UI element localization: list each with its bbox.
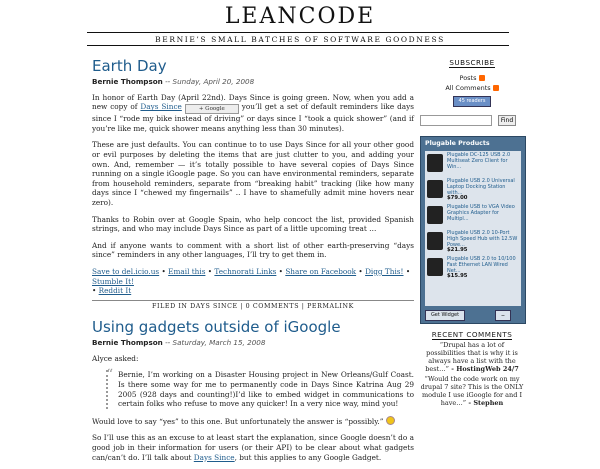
site-title[interactable]: LEANCODE xyxy=(224,4,376,29)
post-author: Bernie Thompson xyxy=(92,338,163,348)
site-tagline: BERNIE’S SMALL BATCHES OF SOFTWARE GOODNESS xyxy=(155,35,445,44)
sidebar xyxy=(420,58,524,407)
days-since-link[interactable]: Days Since xyxy=(193,452,235,462)
rss-icon[interactable] xyxy=(493,85,499,91)
product-item[interactable] xyxy=(425,177,521,203)
post-paragraph: These are just defaults. You can continue to to use Days Since for all your other good or evil purposes by deleting the items that are just clutter to you, and adding your own. And, remember — it’s totally possible to have several copies of Days Since running on a single iGoogle page. So you can have environmental reminders, separate from household reminders, separate from “breaking habit” tracking (like how many days since I “chewed my fingernails” .. I have to shamefully admit mine hovers near zero). xyxy=(92,140,414,207)
permalink-link[interactable]: PERMALINK xyxy=(307,302,354,310)
product-name[interactable]: Plugable USB 2.0 10-Port High Speed Hub with 12.5W Powe... xyxy=(447,230,518,248)
post-title-gadgets[interactable]: Using gadgets outside of iGoogle xyxy=(92,318,341,337)
product-name[interactable]: Plugable DC-125 USB 2.0 Multiseat Zero Client for Win... xyxy=(447,152,511,170)
share-digg-link[interactable]: Digg This! xyxy=(365,266,404,276)
share-reddit-link[interactable]: Reddit It xyxy=(98,286,132,296)
feed-links xyxy=(420,73,524,107)
post-paragraph: Thanks to Robin over at Google Spain, who help concoct the list, provided Spanish strings, and who may include Days Since as part of a little upcoming treat … xyxy=(92,214,414,234)
post-date: -- Sunday, April 20, 2008 xyxy=(162,77,255,86)
main-content xyxy=(92,58,414,469)
share-delicious-link[interactable]: Save to del.icio.us xyxy=(92,266,160,276)
get-widget-button[interactable]: Get Widget xyxy=(425,310,465,321)
product-item[interactable] xyxy=(425,255,521,281)
share-links: Save to del.icio.us • Email this • Technorati Links • Share on Facebook • Digg This! • Stumble It! • Reddit It xyxy=(92,266,411,296)
post-paragraph: Would love to say “yes” to this one. But unfortunately the answer is “possibly.” xyxy=(92,416,414,427)
product-name[interactable]: Plugable USB 2.0 Universal Laptop Docking Station with... xyxy=(447,178,515,196)
amazon-logo-icon[interactable]: ⌣ xyxy=(495,310,511,321)
product-image xyxy=(427,180,443,198)
recent-comments-heading: RECENT COMMENTS xyxy=(431,330,513,339)
search-input[interactable] xyxy=(420,115,492,126)
post-title-earth-day[interactable]: Earth Day xyxy=(92,57,167,75)
post-paragraph: And if anyone wants to comment with a short list of other earth-preserving “days since” reminders in any other languages, I’ll try to get them in. xyxy=(92,240,414,260)
product-name[interactable]: Plugable USB 2.0 to 10/100 Fast Ethernet LAN Wired Net... xyxy=(447,256,516,274)
feedburner-readers-badge[interactable]: 45 readers xyxy=(453,96,491,107)
recent-comment-text[interactable]: “Would the code work on my drupal 7 site? This is the ONLY module I use iGoogle for and I have…” xyxy=(420,375,524,407)
posts-feed-link[interactable]: Posts xyxy=(459,74,477,82)
plugable-widget xyxy=(420,136,526,324)
post-paragraph: In honor of Earth Day (April 22nd). Days Since is going green. Now, when you add a new copy of Days Since + Google you’ll get a set of default reminders like days since I “rode my bike instead of driving” or days since I “took a quick shower” (and if you’re like me, quick shower means anything less than 30 minutes). xyxy=(92,92,414,133)
recent-comment xyxy=(420,341,524,373)
recent-comment xyxy=(420,375,524,407)
header-rule-bottom xyxy=(87,45,509,46)
blockquote: “ Bernie, I’m working on a Disaster Housing project in New Orleans/Gulf Coast. Is there some way for me to permanently code in Days Since Katrina Aug 29 2005 (928 days and counting!)I’d like to embed widget in communications to certain folks who refuse to move any quicker! In a very nice way, mind you! xyxy=(106,367,414,409)
find-button[interactable]: Find xyxy=(498,115,516,126)
post-date: -- Saturday, March 15, 2008 xyxy=(162,338,266,348)
search-form xyxy=(420,115,524,126)
comments-feed-link[interactable]: All Comments xyxy=(445,84,491,92)
product-list xyxy=(425,151,521,306)
share-email-link[interactable]: Email this xyxy=(168,266,206,276)
add-to-google-button[interactable]: + Google xyxy=(185,104,239,114)
product-item[interactable] xyxy=(425,203,521,229)
product-image xyxy=(427,258,443,276)
recent-comment-author: - HostingWeb 24/7 xyxy=(449,365,519,373)
header-rule-top xyxy=(87,32,509,33)
recent-comment-author: - Stephen xyxy=(466,399,504,407)
rss-icon[interactable] xyxy=(479,75,485,81)
product-price: $21.95 xyxy=(447,247,468,253)
share-stumble-link[interactable]: Stumble It! xyxy=(92,276,134,286)
share-technorati-link[interactable]: Technorati Links xyxy=(214,266,277,276)
post-paragraph: So I’ll use this as an excuse to at least start the explanation, since Google doesn’t do a good job in their information for users (or their API) to be clear about what gadgets can/can’t do. I’ll talk about Days Since, but this applies to any Google Gadget. xyxy=(92,433,414,462)
product-item[interactable] xyxy=(425,151,521,177)
product-name[interactable]: Plugable USB to VGA Video Graphics Adapter for Multipl... xyxy=(447,204,515,222)
post-footer: FILED IN DAYS SINCE | 0 COMMENTS | PERMALINK xyxy=(92,300,414,312)
recent-comment-text[interactable]: “Drupal has a lot of possibilities that is why it is always have a list with the best…” xyxy=(425,341,518,373)
category-link[interactable]: DAYS SINCE xyxy=(190,302,238,310)
product-price: $15.95 xyxy=(447,273,468,279)
smiley-icon xyxy=(386,416,395,425)
days-since-link[interactable]: Days Since xyxy=(140,102,182,112)
quote-mark-icon: “ xyxy=(106,367,114,384)
comments-link[interactable]: 0 COMMENTS xyxy=(245,302,300,310)
product-item[interactable] xyxy=(425,229,521,255)
post-byline xyxy=(92,77,414,87)
product-image xyxy=(427,206,443,224)
product-image xyxy=(427,154,443,172)
plugable-heading: Plugable Products xyxy=(425,140,490,147)
share-facebook-link[interactable]: Share on Facebook xyxy=(285,266,357,276)
subscribe-heading: SUBSCRIBE xyxy=(449,58,495,67)
plugable-footer xyxy=(425,310,521,320)
post-byline xyxy=(92,338,414,348)
product-image xyxy=(427,232,443,250)
post-paragraph: Alyce asked: xyxy=(92,353,139,363)
product-price: $79.00 xyxy=(447,195,468,201)
post-author: Bernie Thompson xyxy=(92,77,163,86)
